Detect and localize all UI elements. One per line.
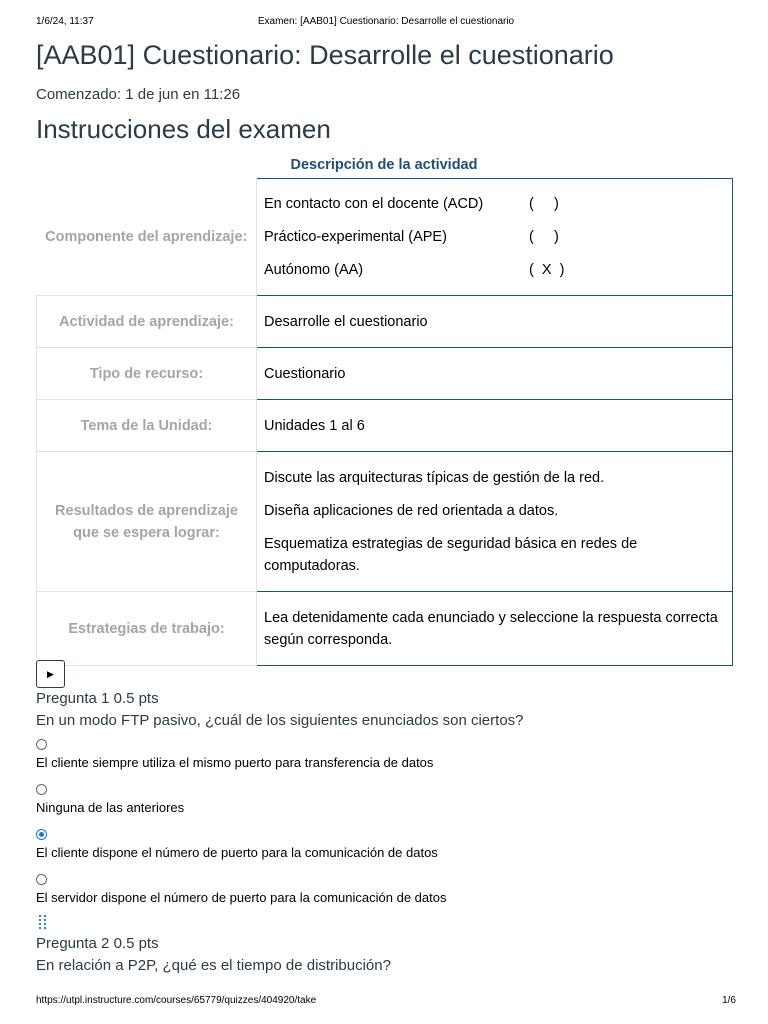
value-line: Unidades 1 al 6 [264, 417, 365, 434]
answer-text: Ninguna de las anteriores [36, 800, 185, 815]
component-name: Autónomo (AA) [264, 262, 364, 278]
quiz-title: [AAB01] Cuestionario: Desarrolle el cuestionario [36, 40, 614, 70]
print-date: 1/6/24, 11:37 [36, 16, 94, 27]
value-line: Esquematiza estrategias de seguridad básica en redes de computadoras. [264, 535, 638, 574]
answer-text: El servidor dispone el número de puerto para la comunicación de datos [36, 890, 447, 905]
answer-option[interactable] [36, 739, 433, 770]
component-option [264, 188, 722, 221]
toggle-instructions-button[interactable] [36, 660, 65, 688]
table-caption: Descripción de la actividad [290, 157, 478, 173]
row-label: Componente del aprendizaje: [37, 179, 257, 296]
component-mark: ( ) [529, 229, 559, 245]
play-triangle-icon: ▶ [47, 668, 54, 679]
value-line: Diseña aplicaciones de red orientada a datos. [264, 502, 559, 519]
component-mark: ( ) [529, 196, 559, 212]
instructions-heading: Instrucciones del examen [36, 114, 331, 144]
drag-handle-icon[interactable] [38, 914, 48, 930]
question-2-header [36, 935, 159, 952]
table-row [37, 179, 733, 296]
question-points: 0.5 pts [113, 690, 159, 707]
question-points: 0.5 pts [113, 935, 159, 952]
table-row [37, 400, 733, 452]
row-value [257, 452, 733, 592]
radio-button[interactable] [36, 739, 47, 750]
print-url: https://utpl.instructure.com/courses/65779/quizzes/404920/take [36, 995, 317, 1006]
table-row [37, 296, 733, 348]
value-line: Cuestionario [264, 365, 346, 382]
component-name: En contacto con el docente (ACD) [264, 196, 484, 212]
row-value [257, 348, 733, 400]
question-2-text: En relación a P2P, ¿qué es el tiempo de distribución? [36, 957, 391, 974]
question-1-header [36, 690, 159, 707]
started-value: 1 de jun en 11:26 [125, 86, 241, 103]
value-line: Lea detenidamente cada enunciado y seleccione la respuesta correcta según corresponda. [264, 609, 718, 648]
component-mark: ( X ) [529, 262, 565, 278]
print-document-title: Examen: [AAB01] Cuestionario: Desarrolle el cuestionario [257, 16, 515, 27]
question-1-text: En un modo FTP pasivo, ¿cuál de los siguientes enunciados son ciertos? [36, 712, 524, 729]
page-number: 1/6 [722, 995, 736, 1006]
row-label: Tipo de recurso: [37, 348, 257, 400]
started-label: Comenzado: [36, 86, 122, 103]
radio-button-selected[interactable] [36, 829, 47, 840]
print-header [36, 16, 736, 30]
radio-button[interactable] [36, 874, 47, 885]
answer-text: El cliente siempre utiliza el mismo puerto para transferencia de datos [36, 755, 434, 770]
table-row [37, 348, 733, 400]
row-value [257, 400, 733, 452]
row-label: Tema de la Unidad: [37, 400, 257, 452]
answer-text: El cliente dispone el número de puerto para la comunicación de datos [36, 845, 438, 860]
question-title: Pregunta 1 [36, 690, 110, 707]
component-option [264, 221, 722, 254]
row-label: Resultados de aprendizaje que se espera lograr: [37, 452, 257, 592]
activity-table [36, 178, 733, 666]
table-row [37, 452, 733, 592]
row-value [257, 592, 733, 666]
radio-button[interactable] [36, 784, 47, 795]
answer-option[interactable] [36, 784, 184, 815]
table-row [37, 592, 733, 666]
answer-option[interactable] [36, 874, 446, 905]
component-option [264, 254, 722, 287]
component-name: Práctico-experimental (APE) [264, 229, 447, 245]
row-label: Estrategias de trabajo: [37, 592, 257, 666]
component-cell [257, 179, 733, 296]
value-line: Discute las arquitecturas típicas de gestión de la red. [264, 469, 605, 486]
answer-option[interactable] [36, 829, 438, 860]
print-footer [36, 995, 736, 1009]
started-info [36, 86, 240, 103]
value-line: Desarrolle el cuestionario [264, 313, 428, 330]
row-label: Actividad de aprendizaje: [37, 296, 257, 348]
question-title: Pregunta 2 [36, 935, 110, 952]
row-value [257, 296, 733, 348]
